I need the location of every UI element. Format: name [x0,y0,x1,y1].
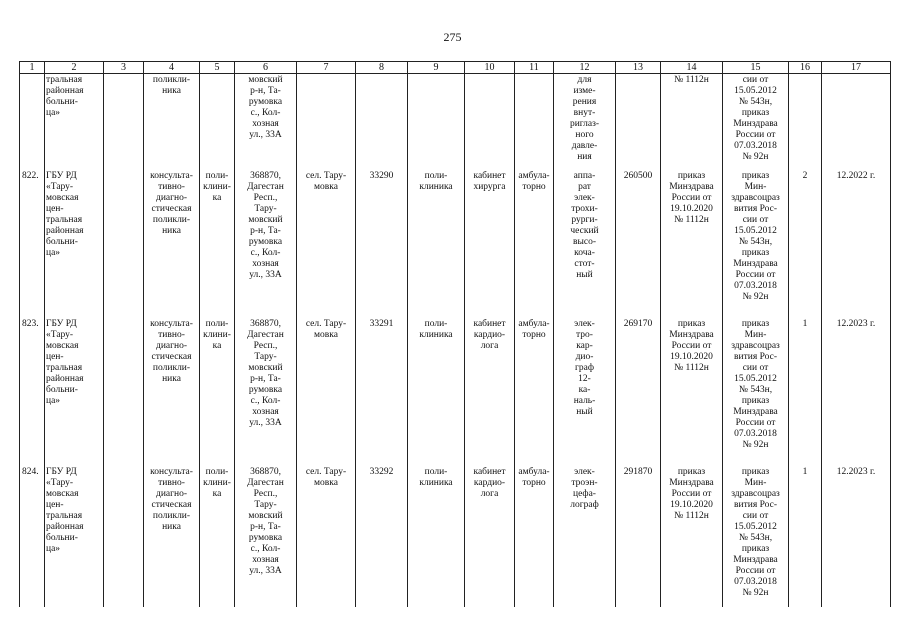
standard-ref: приказ Мин- здравсоцраз вития Рос- сии от 15.05.2012 № 543н, приказ Минздрава России от 07.03.2018 № 92н [723,163,789,311]
equipment-table [19,61,891,607]
table-row [20,459,891,607]
settlement: сел. Тару- мовка [297,311,356,459]
column-number: 3 [104,62,144,74]
organization: тральная районная больни- ца» [45,74,104,164]
standard-ref: приказ Мин- здравсоцраз вития Рос- сии от 15.05.2012 № 543н, приказ Минздрава России от 07.03.2018 № 92н [723,459,789,607]
standard-ref: сии от 15.05.2012 № 543н, приказ Минздрава России от 07.03.2018 № 92н [723,74,789,164]
settlement: сел. Тару- мовка [297,459,356,607]
column-number: 12 [554,62,616,74]
column-number: 14 [661,62,723,74]
settlement [297,74,356,164]
column-number: 15 [723,62,789,74]
department [408,74,465,164]
column-number: 8 [356,62,408,74]
order-ref: приказ Минздрава России от 19.10.2020 № 1112н [661,163,723,311]
deadline: 12.2023 г. [822,459,891,607]
column-number: 6 [235,62,297,74]
price: 260500 [616,163,661,311]
organization: ГБУ РД «Тару- мовская цен- тральная районная больни- ца» [45,311,104,459]
column-number-row [20,62,891,74]
subdivision: консульта- тивно- диагно- стическая поликли- ника [144,459,200,607]
standard-ref: приказ Мин- здравсоцраз вития Рос- сии от 15.05.2012 № 543н, приказ Минздрава России от 07.03.2018 № 92н [723,311,789,459]
row-number: 822. [20,163,45,311]
address: 368870, Дагестан Респ., Тару- мовский р-н, Та- румовка с., Кол- хозная ул., 33А [235,459,297,607]
care-form [515,74,554,164]
deadline [822,74,891,164]
code: 33292 [356,459,408,607]
department: поли- клиника [408,459,465,607]
page-number: 275 [443,30,462,44]
table-row [20,163,891,311]
price: 291870 [616,459,661,607]
cabinet: кабинет кардио- лога [465,459,515,607]
organization: ГБУ РД «Тару- мовская цен- тральная районная больни- ца» [45,163,104,311]
quantity: 1 [789,459,822,607]
care-form: амбула- торно [515,311,554,459]
cabinet: кабинет хирурга [465,163,515,311]
order-ref: № 1112н [661,74,723,164]
cell-col3 [104,163,144,311]
subdivision: поликли- ника [144,74,200,164]
table-row [20,311,891,459]
column-number: 5 [200,62,235,74]
order-ref: приказ Минздрава России от 19.10.2020 № 1112н [661,459,723,607]
column-number: 7 [297,62,356,74]
deadline: 12.2023 г. [822,311,891,459]
cabinet [465,74,515,164]
quantity [789,74,822,164]
row-number: 824. [20,459,45,607]
organization: ГБУ РД «Тару- мовская цен- тральная районная больни- ца» [45,459,104,607]
department: поли- клиника [408,163,465,311]
deadline: 12.2022 г. [822,163,891,311]
code [356,74,408,164]
subdivision: консульта- тивно- диагно- стическая поликли- ника [144,311,200,459]
row-number [20,74,45,164]
address: 368870, Дагестан Респ., Тару- мовский р-н, Та- румовка с., Кол- хозная ул., 33А [235,163,297,311]
cell-col3 [104,459,144,607]
cell-col3 [104,74,144,164]
unit-type: поли- клини- ка [200,163,235,311]
cabinet: кабинет кардио- лога [465,311,515,459]
column-number: 4 [144,62,200,74]
unit-type: поли- клини- ка [200,311,235,459]
cell-col3 [104,311,144,459]
equipment: элек- тро- кар- дио- граф 12- ка- наль- ный [554,311,616,459]
column-number: 10 [465,62,515,74]
quantity: 1 [789,311,822,459]
column-number: 9 [408,62,465,74]
column-number: 1 [20,62,45,74]
code: 33290 [356,163,408,311]
quantity: 2 [789,163,822,311]
care-form: амбула- торно [515,459,554,607]
code: 33291 [356,311,408,459]
column-number: 17 [822,62,891,74]
column-number: 13 [616,62,661,74]
price: 269170 [616,311,661,459]
unit-type [200,74,235,164]
equipment: аппа- рат элек- трохи- рурги- ческий высо- коча- стот- ный [554,163,616,311]
column-number: 2 [45,62,104,74]
department: поли- клиника [408,311,465,459]
price [616,74,661,164]
continued-row [20,74,891,164]
care-form: амбула- торно [515,163,554,311]
address: 368870, Дагестан Респ., Тару- мовский р-н, Та- румовка с., Кол- хозная ул., 33А [235,311,297,459]
address: мовский р-н, Та- румовка с., Кол- хозная ул., 33А [235,74,297,164]
settlement: сел. Тару- мовка [297,163,356,311]
row-number: 823. [20,311,45,459]
column-number: 11 [515,62,554,74]
equipment: элек- троэн- цефа- лограф [554,459,616,607]
subdivision: консульта- тивно- диагно- стическая поликли- ника [144,163,200,311]
column-number: 16 [789,62,822,74]
unit-type: поли- клини- ка [200,459,235,607]
order-ref: приказ Минздрава России от 19.10.2020 № 1112н [661,311,723,459]
equipment: для изме- рения внут- риглаз- ного давле- ния [554,74,616,164]
